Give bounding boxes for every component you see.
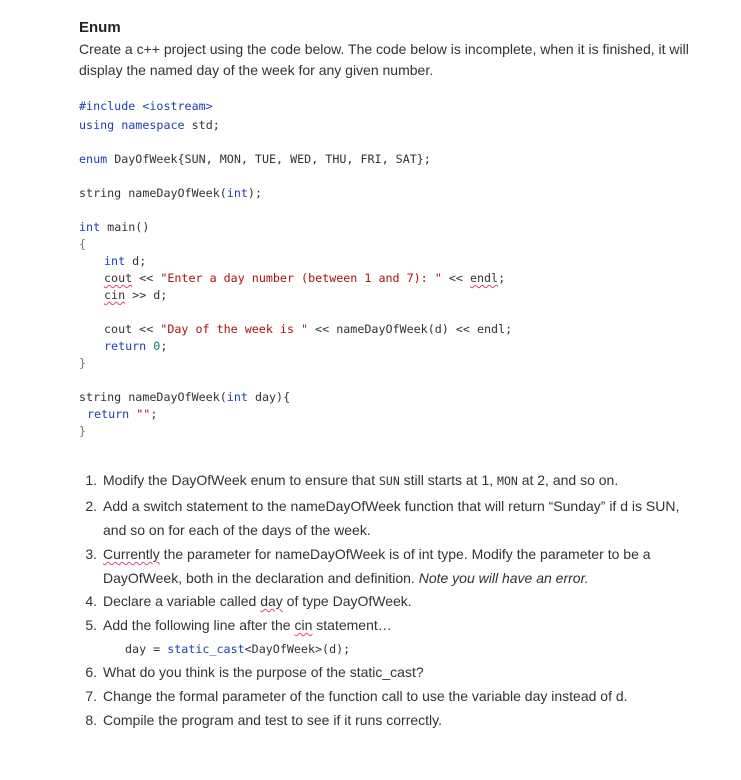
code-token: int [79,220,101,234]
static-cast-code-line [125,640,350,658]
code-line-definition [79,389,290,405]
code-line-close-brace-2: } [79,424,87,438]
document-header [79,18,719,81]
code-token: ); [247,186,262,200]
list-item [85,542,693,590]
code-token: cout << [104,322,161,336]
code-token: static_cast [167,642,245,656]
list-text: Change the formal parameter of the function call to use the variable day instead of d. [103,688,628,704]
list-item [85,615,693,635]
code-line-open-brace: { [79,237,87,251]
code-token: namespace [121,118,185,132]
list-text: at 2, and so on. [517,472,619,488]
inline-code: MON [497,474,518,488]
code-token: ; [160,339,168,353]
code-token: using [79,118,115,132]
code-token: string nameDayOfWeek( [79,390,227,404]
code-token: enum [79,152,108,166]
code-line-prototype [79,185,262,201]
code-line-enum [79,151,431,167]
code-token: #include [79,99,136,113]
list-text: Add a switch statement to the nameDayOfWeek function that will return “Sunday” if d is SUN, and so on for each of the days of the week. [103,498,680,538]
code-token: DayOfWeek{SUN, MON, TUE, WED, THU, FRI, SAT}; [107,152,431,166]
list-number: 5. [85,617,97,633]
code-token: << [132,271,161,285]
code-line-cout-result [104,321,512,337]
code-token: return [104,339,147,353]
code-token: day){ [247,390,291,404]
list-item [85,591,693,611]
code-token: std; [184,118,220,132]
code-token: int [226,186,248,200]
code-line-main [79,219,149,235]
code-line-cout-prompt [104,270,505,286]
code-token: day = [125,642,168,656]
code-line-using [79,117,220,133]
code-token: d; [125,254,147,268]
code-token: 0 [146,339,161,353]
inline-code: SUN [379,474,400,488]
list-number: 7. [85,688,97,704]
code-token: ; [150,407,158,421]
list-text: Add the following line after the [103,617,295,633]
code-token: << [441,271,470,285]
list-text: What do you think is the purpose of the static_cast? [103,664,424,680]
list-item [85,494,693,542]
code-token: endl [469,271,499,285]
code-token: cout [104,271,133,285]
code-token: int [226,390,248,404]
list-text: day [260,593,283,609]
list-number: 6. [85,664,97,680]
list-text: Declare a variable called [103,593,261,609]
list-item [85,686,693,706]
code-token: <DayOfWeek>(d); [244,642,351,656]
code-line-cin [104,287,167,303]
code-token: string nameDayOfWeek( [79,186,227,200]
intro-paragraph: Create a c++ project using the code below. The code below is incomplete, when it is finished, it will display the named day of the week for any given number. [79,41,689,78]
list-text: Currently [103,546,160,562]
list-number: 8. [85,712,97,728]
list-text: Compile the program and test to see if it runs correctly. [103,712,442,728]
list-number: 3. [85,546,97,562]
code-token: int [104,254,126,268]
list-item [85,470,693,491]
list-text: of type DayOfWeek. [282,593,412,609]
code-token: "" [129,407,151,421]
code-token: main() [100,220,150,234]
code-line-close-brace: } [79,356,87,370]
list-number: 4. [85,593,97,609]
code-token: <iostream> [135,99,213,113]
list-text: cin [294,617,313,633]
page-title: Enum [79,19,121,36]
list-text: Modify the DayOfWeek enum to ensure that [103,472,379,488]
code-token: << nameDayOfWeek(d) << endl; [308,322,513,336]
list-text: the parameter for nameDayOfWeek is of int type. Modify the parameter to be a DayOfWeek, both in the declaration and definition. [103,546,651,586]
list-item [85,710,693,730]
list-number: 1. [85,472,97,488]
code-token: "Day of the week is " [160,322,309,336]
code-line-return-empty [87,406,157,422]
list-item [85,662,693,682]
code-token: return [87,407,130,421]
code-line-return-zero [104,338,167,354]
list-note: Note you will have an error. [418,570,589,586]
code-token: "Enter a day number (between 1 and 7): " [160,271,442,285]
code-token: ; [498,271,506,285]
list-text: statement… [312,617,392,633]
list-number: 2. [85,498,97,514]
code-token: cin [104,288,126,302]
list-text: still starts at 1, [399,472,498,488]
code-line-include [79,98,213,114]
code-token: >> d; [125,288,168,302]
code-line-int-d [104,253,146,269]
